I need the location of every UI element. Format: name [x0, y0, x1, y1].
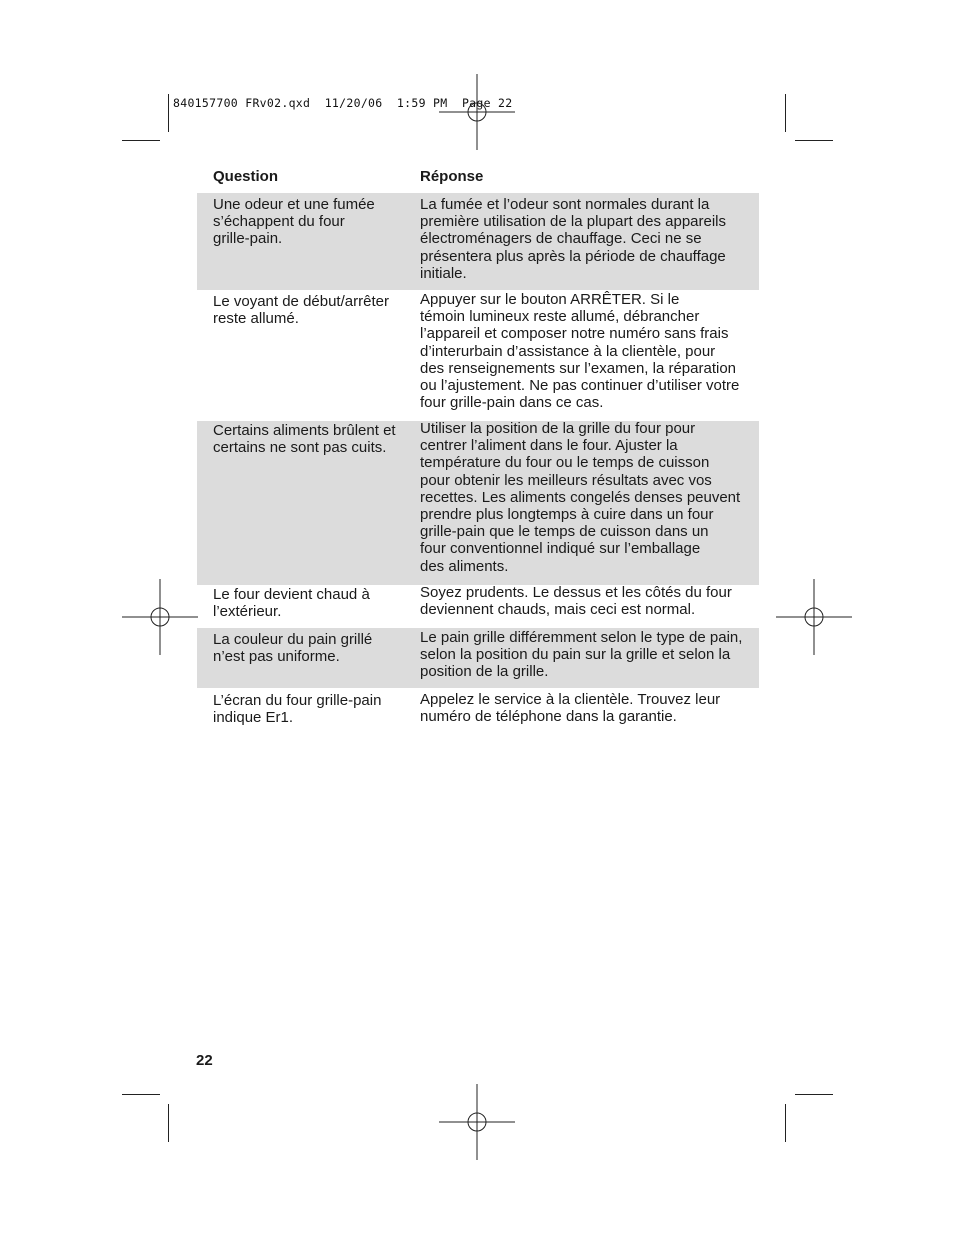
answer-cell: Appuyer sur le bouton ARRÊTER. Si le témoin lumineux reste allumé, débrancher l’appareil et composer notre numéro sans frais d’interurbain d’assistance à la clientèle, pour des renseignements sur l’examen, la réparation ou l’ajustement. Ne pas continuer d’utiliser votre four grille-pain dans ce cas. [420, 291, 740, 412]
table-row [197, 290, 759, 421]
column-header-answer: Réponse [420, 168, 484, 185]
crop-mark-top-right-vertical [785, 94, 786, 132]
crop-mark-bottom-left-vertical [168, 1104, 169, 1142]
table-row [197, 421, 759, 585]
crop-mark-bottom-left-horizontal [122, 1094, 160, 1095]
table-row [197, 688, 759, 736]
table-row [197, 585, 759, 628]
registration-mark-right-icon [776, 579, 852, 655]
table-row [197, 193, 759, 290]
question-cell: Le four devient chaud à l’extérieur. [213, 586, 370, 621]
question-cell: L’écran du four grille-pain indique Er1. [213, 692, 382, 727]
answer-cell: Soyez prudents. Le dessus et les côtés du four deviennent chauds, mais ceci est normal. [420, 584, 732, 619]
answer-cell: Utiliser la position de la grille du four pour centrer l’aliment dans le four. Ajuster la température du four ou le temps de cuisson pour obtenir les meilleurs résultats avec vos recettes. Les aliments congelés denses peuvent prendre plus longtemps à cuire dans un four grille-pain que le temps de cuisson dans un four conventionnel indiqué sur l’emballage des aliments. [420, 420, 741, 575]
print-slug-line: 840157700 FRv02.qxd 11/20/06 1:59 PM Page 22 [173, 96, 513, 110]
crop-mark-bottom-right-vertical [785, 1104, 786, 1142]
registration-mark-bottom-icon [439, 1084, 515, 1160]
column-header-question: Question [213, 168, 279, 185]
registration-mark-left-icon [122, 579, 198, 655]
crop-mark-top-right-horizontal [795, 140, 833, 141]
crop-mark-bottom-right-horizontal [795, 1094, 833, 1095]
crop-mark-top-left-horizontal [122, 140, 160, 141]
table-row [197, 628, 759, 688]
registration-mark-top-icon [439, 74, 515, 150]
question-cell: Certains aliments brûlent et certains ne sont pas cuits. [213, 422, 396, 457]
question-cell: La couleur du pain grillé n’est pas uniforme. [213, 631, 373, 666]
crop-mark-top-left-vertical [168, 94, 169, 132]
answer-cell: La fumée et l’odeur sont normales durant la première utilisation de la plupart des appareils électroménagers de chauffage. Ceci ne se présentera plus après la période de chauffage initiale. [420, 196, 727, 282]
question-cell: Une odeur et une fumée s’échappent du four grille-pain. [213, 196, 375, 248]
page-number: 22 [196, 1052, 213, 1069]
answer-cell: Appelez le service à la clientèle. Trouvez leur numéro de téléphone dans la garantie. [420, 691, 721, 726]
answer-cell: Le pain grille différemment selon le type de pain, selon la position du pain sur la grille et selon la position de la grille. [420, 629, 743, 681]
question-cell: Le voyant de début/arrêter reste allumé. [213, 293, 389, 328]
